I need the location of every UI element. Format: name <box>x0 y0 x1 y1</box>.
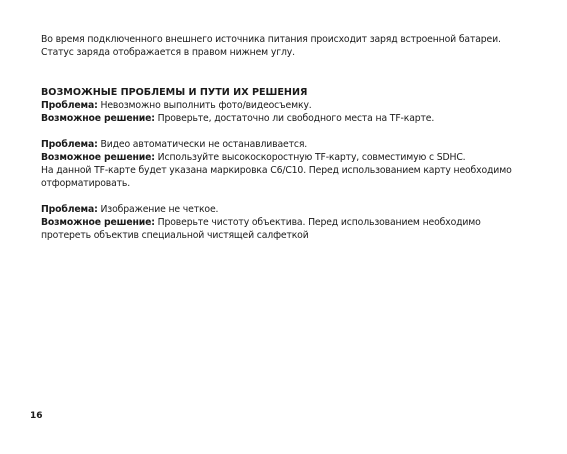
solution-text: Проверьте чистоту объектива. Перед использованием необходимо <box>154 217 481 228</box>
problem-text: Невозможно выполнить фото/видеосъемку. <box>97 100 312 111</box>
section-heading: ВОЗМОЖНЫЕ ПРОБЛЕМЫ И ПУТИ ИХ РЕШЕНИЯ <box>41 87 308 98</box>
solution-2-line-3: отформатировать. <box>41 178 131 189</box>
solution-3 <box>41 217 481 229</box>
solution-text: Используйте высокоскоростную TF-карту, совместимую с SDHC. <box>154 152 466 163</box>
problem-text: Видео автоматически не останавливается. <box>97 139 308 150</box>
problem-text: Изображение не четкое. <box>97 204 219 215</box>
solution-label: Возможное решение: <box>41 113 155 124</box>
intro-line-1: Во время подключенного внешнего источника питания происходит заряд встроенной батареи. <box>41 34 501 45</box>
intro-line-2: Статус заряда отображается в правом нижнем углу. <box>41 47 295 58</box>
problem-label: Проблема: <box>41 204 98 215</box>
problem-1 <box>41 100 312 112</box>
solution-label: Возможное решение: <box>41 152 155 163</box>
solution-label: Возможное решение: <box>41 217 155 228</box>
problem-label: Проблема: <box>41 100 98 111</box>
problem-2 <box>41 139 307 151</box>
solution-text: Проверьте, достаточно ли свободного места на TF-карте. <box>154 113 435 124</box>
solution-2 <box>41 152 466 164</box>
problem-3 <box>41 204 218 216</box>
page-number: 16 <box>30 411 43 421</box>
solution-3-line-2: протереть объектив специальной чистящей салфеткой <box>41 230 309 241</box>
solution-2-line-2: На данной TF-карте будет указана маркировка C6/C10. Перед использованием карту необходимо <box>41 165 512 176</box>
solution-1 <box>41 113 434 125</box>
problem-label: Проблема: <box>41 139 98 150</box>
